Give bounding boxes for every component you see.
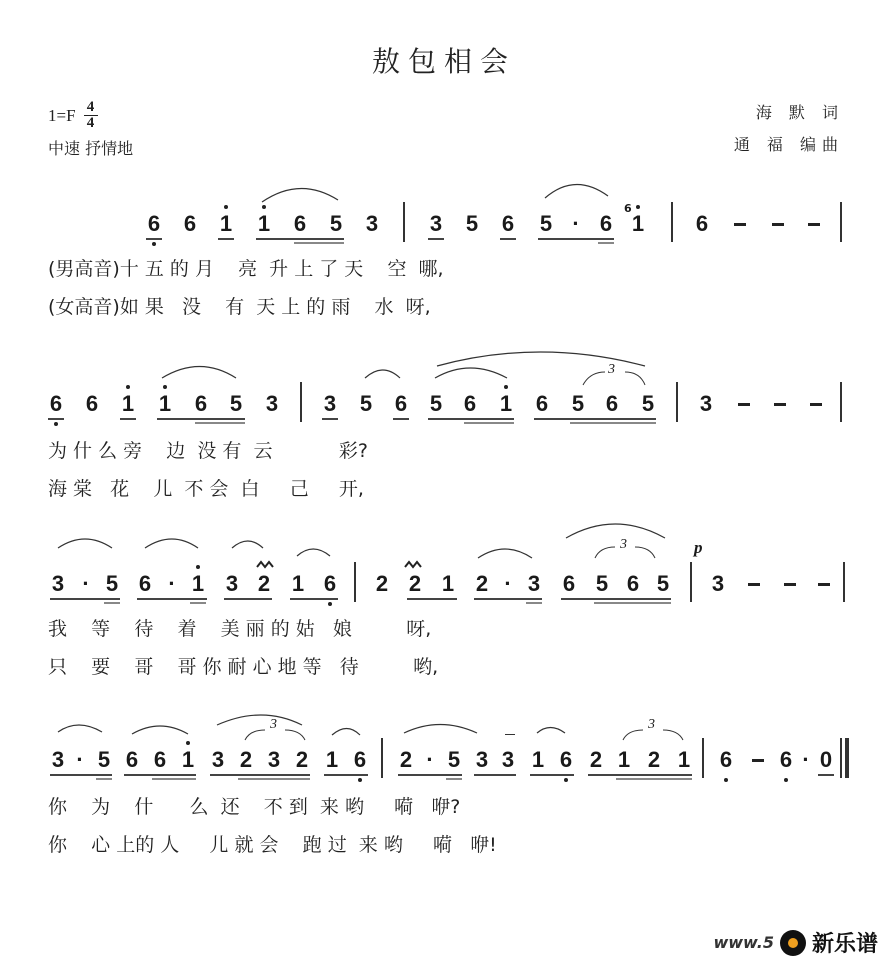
- note: 6: [535, 391, 549, 416]
- bar-line: [300, 382, 302, 422]
- note: 5: [539, 211, 553, 236]
- note: 1: [631, 211, 645, 236]
- note: 3: [365, 211, 379, 236]
- note: 1: [181, 747, 195, 772]
- bar-line: [702, 738, 704, 778]
- note: 3: [711, 571, 725, 596]
- bar-line: [354, 562, 356, 602]
- lyrics-verse-1: 你 为 什 么 还 不 到 来 哟 嗬 咿?: [48, 796, 461, 818]
- note: 6: [85, 391, 99, 416]
- note: 5: [571, 391, 585, 416]
- lyrics-verse-1: 为 什 么 旁 边 没 有 云 彩?: [48, 440, 368, 462]
- note: 6: [138, 571, 152, 596]
- note: 6: [147, 211, 161, 236]
- watermark: [713, 927, 878, 958]
- note: 1: [617, 747, 631, 772]
- note: 6: [153, 747, 167, 772]
- note: 5: [465, 211, 479, 236]
- note: 1: [291, 571, 305, 596]
- note: 5: [359, 391, 373, 416]
- triplet-mark: 3: [620, 537, 627, 552]
- triplet-mark: 3: [270, 717, 277, 732]
- note: 6: [194, 391, 208, 416]
- note: 5: [429, 391, 443, 416]
- note: 6: [695, 211, 709, 236]
- note: 1: [441, 571, 455, 596]
- note: 6: [779, 747, 793, 772]
- note: 1: [219, 211, 233, 236]
- note: 5: [656, 571, 670, 596]
- dynamic-piano: p: [694, 538, 703, 557]
- note: 1: [191, 571, 205, 596]
- note: ·: [76, 747, 84, 772]
- note: 3: [225, 571, 239, 596]
- song-title: 敖包相会: [371, 45, 516, 78]
- lyrics-verse-2: 海 棠 花 儿 不 会 白 己 开,: [48, 478, 364, 500]
- tempo-marking: 中速 抒情地: [48, 139, 134, 158]
- note: 1: [531, 747, 545, 772]
- note: 2: [295, 747, 309, 772]
- note: 6: [49, 391, 63, 416]
- grace-note: 6: [624, 202, 632, 215]
- note: 0: [819, 747, 833, 772]
- note: 6: [353, 747, 367, 772]
- note: 2: [647, 747, 661, 772]
- note: 1: [325, 747, 339, 772]
- note: ·: [168, 571, 176, 596]
- note: 2: [475, 571, 489, 596]
- time-sig-top: 4: [86, 99, 95, 115]
- note: 5: [329, 211, 343, 236]
- note: 2: [589, 747, 603, 772]
- note: 3: [51, 747, 65, 772]
- bar-line: [843, 562, 845, 602]
- note: 5: [229, 391, 243, 416]
- bar-line: [840, 382, 842, 422]
- note: ·: [572, 211, 580, 236]
- note: 6: [599, 211, 613, 236]
- bar-line: [403, 202, 405, 242]
- note: 3: [429, 211, 443, 236]
- note: 1: [257, 211, 271, 236]
- note: 6: [125, 747, 139, 772]
- note: 3: [323, 391, 337, 416]
- time-signature: [84, 100, 98, 131]
- note: 5: [641, 391, 655, 416]
- note: 2: [239, 747, 253, 772]
- time-sig-bottom: 4: [86, 115, 95, 131]
- watermark-url: www.5: [713, 933, 774, 952]
- bar-line: [671, 202, 673, 242]
- note: 1: [499, 391, 513, 416]
- note: 6: [501, 211, 515, 236]
- note: 1: [677, 747, 691, 772]
- note: 2: [408, 571, 422, 596]
- note: 1: [158, 391, 172, 416]
- lyrics-verse-1: 我 等 待 着 美 丽 的 姑 娘 呀,: [48, 618, 432, 640]
- lyricist-credit: 海 默 词: [755, 103, 844, 122]
- note: 6: [719, 747, 733, 772]
- triplet-mark: 3: [648, 717, 655, 732]
- note: 6: [559, 747, 573, 772]
- triplet-mark: 3: [608, 362, 615, 377]
- note: 3: [51, 571, 65, 596]
- lyrics-verse-2: 只 要 哥 哥 你 耐 心 地 等 待 哟,: [48, 656, 439, 678]
- note: 6: [183, 211, 197, 236]
- final-bar-line: [840, 738, 842, 778]
- final-bar-line-thick: [845, 738, 849, 778]
- note: 3: [475, 747, 489, 772]
- note: 6: [463, 391, 477, 416]
- note: 5: [595, 571, 609, 596]
- lyrics-verse-1: (男高音)十 五 的 月 亮 升 上 了 天 空 哪,: [48, 258, 444, 280]
- note: 3: [501, 747, 515, 772]
- watermark-brand: 新乐谱: [811, 932, 878, 957]
- note: 5: [447, 747, 461, 772]
- note: ·: [802, 747, 810, 772]
- bar-line: [690, 562, 692, 602]
- note: 6: [394, 391, 408, 416]
- note: 2: [257, 571, 271, 596]
- key-signature: [48, 100, 98, 131]
- note: 5: [97, 747, 111, 772]
- bar-line: [381, 738, 383, 778]
- lyrics-verse-2: 你 心 上的 人 儿 就 会 跑 过 来 哟 嗬 咿!: [48, 834, 497, 856]
- note: 3: [699, 391, 713, 416]
- note: 6: [605, 391, 619, 416]
- bar-line: [840, 202, 842, 242]
- note: 3: [211, 747, 225, 772]
- note: 6: [562, 571, 576, 596]
- note: 6: [626, 571, 640, 596]
- note: 2: [399, 747, 413, 772]
- note: ·: [426, 747, 434, 772]
- key-label: 1=F: [48, 105, 76, 125]
- note: 3: [267, 747, 281, 772]
- note: 5: [105, 571, 119, 596]
- note: 3: [265, 391, 279, 416]
- note: 1: [121, 391, 135, 416]
- bar-line: [676, 382, 678, 422]
- note: 6: [293, 211, 307, 236]
- note: 6: [323, 571, 337, 596]
- note: 2: [375, 571, 389, 596]
- note: 3: [527, 571, 541, 596]
- lyrics-verse-2: (女高音)如 果 没 有 天 上 的 雨 水 呀,: [48, 296, 431, 318]
- vinyl-disc-icon: [780, 930, 806, 956]
- note: ·: [82, 571, 90, 596]
- note: ·: [504, 571, 512, 596]
- composer-credit: 通 福 编曲: [733, 135, 844, 154]
